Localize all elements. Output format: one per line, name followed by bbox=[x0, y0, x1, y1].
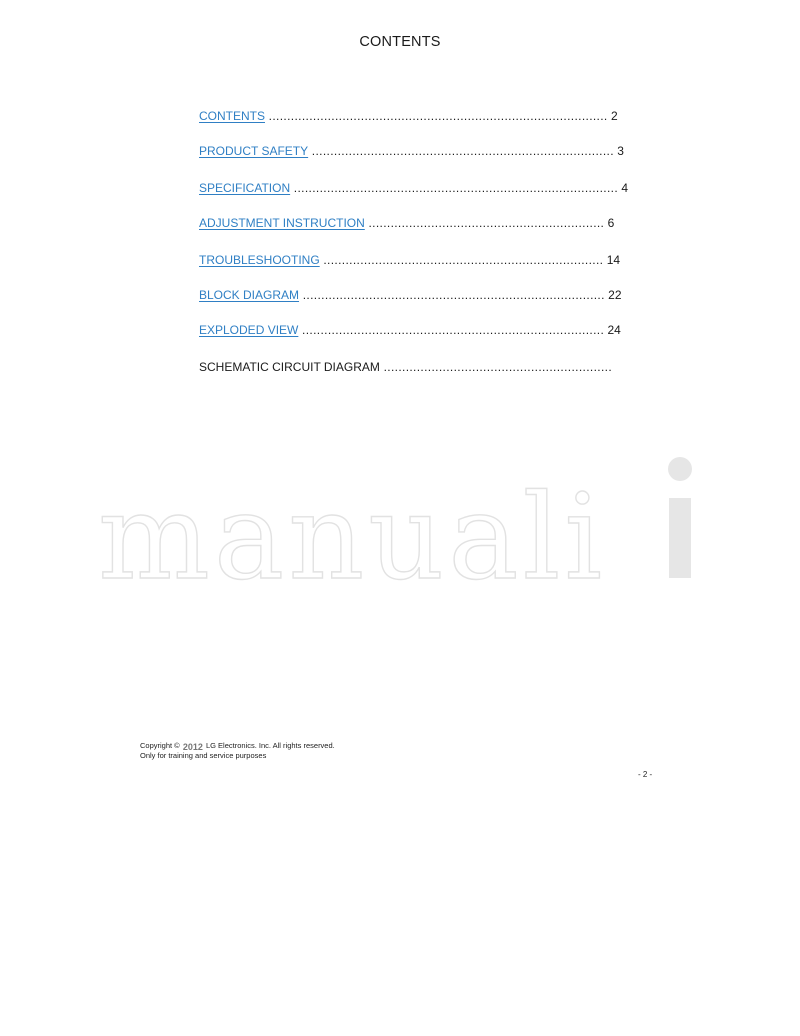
toc-item-contents bbox=[199, 108, 618, 124]
watermark-stem-icon bbox=[669, 498, 691, 578]
toc-leader-dots: ............................................................................................ bbox=[265, 109, 608, 123]
toc-leader-dots: .................................................................................. bbox=[308, 144, 614, 158]
toc-page-number: 24 bbox=[604, 323, 621, 337]
toc-item-schematic-circuit-diagram bbox=[199, 359, 612, 375]
toc-page-number: 6 bbox=[604, 216, 615, 230]
toc-item-specification bbox=[199, 180, 628, 196]
toc-item-product-safety bbox=[199, 143, 624, 159]
watermark-dot-icon bbox=[668, 457, 692, 481]
toc-page-number: 4 bbox=[618, 181, 629, 195]
toc-page-number: 2 bbox=[607, 109, 618, 123]
page-number: - 2 - bbox=[638, 770, 653, 779]
toc-link-block-diagram[interactable]: BLOCK DIAGRAM bbox=[199, 288, 300, 302]
toc-label-schematic-circuit-diagram: SCHEMATIC CIRCUIT DIAGRAM bbox=[199, 360, 380, 374]
toc-leader-dots: ................................................................ bbox=[364, 216, 605, 230]
page-title: CONTENTS bbox=[359, 34, 441, 50]
toc-page-number: 22 bbox=[604, 288, 622, 302]
toc-leader-dots: .............................................................. bbox=[379, 360, 612, 374]
toc-link-adjustment-instruction[interactable]: ADJUSTMENT INSTRUCTION bbox=[199, 216, 365, 230]
toc-leader-dots: ............................................................................ bbox=[319, 253, 604, 267]
toc-page-number: 14 bbox=[603, 253, 621, 267]
toc-link-product-safety[interactable]: PRODUCT SAFETY bbox=[199, 144, 309, 158]
copyright-line bbox=[140, 740, 335, 751]
toc-leader-dots: ........................................................................................ bbox=[290, 181, 618, 195]
copyright-prefix: Copyright © bbox=[140, 741, 180, 750]
toc-item-troubleshooting bbox=[199, 252, 620, 268]
toc-page-number: 3 bbox=[613, 144, 624, 158]
manuali-watermark bbox=[98, 448, 698, 588]
copyright-year: 2012 bbox=[182, 742, 203, 752]
toc-item-exploded-view bbox=[199, 322, 621, 338]
toc-item-block-diagram bbox=[199, 287, 622, 303]
toc-leader-dots: .................................................................................. bbox=[299, 288, 605, 302]
toc-link-specification[interactable]: SPECIFICATION bbox=[199, 181, 291, 195]
usage-note: Only for training and service purposes bbox=[140, 751, 267, 760]
footer bbox=[140, 740, 335, 761]
toc-leader-dots: .................................................................................. bbox=[298, 323, 605, 337]
watermark-text: manuali bbox=[98, 468, 607, 588]
toc-item-adjustment-instruction bbox=[199, 215, 614, 231]
toc-link-contents[interactable]: CONTENTS bbox=[199, 109, 265, 123]
copyright-suffix: LG Electronics. Inc. All rights reserved. bbox=[205, 741, 335, 750]
toc-link-troubleshooting[interactable]: TROUBLESHOOTING bbox=[199, 253, 320, 267]
toc-link-exploded-view[interactable]: EXPLODED VIEW bbox=[199, 323, 299, 337]
